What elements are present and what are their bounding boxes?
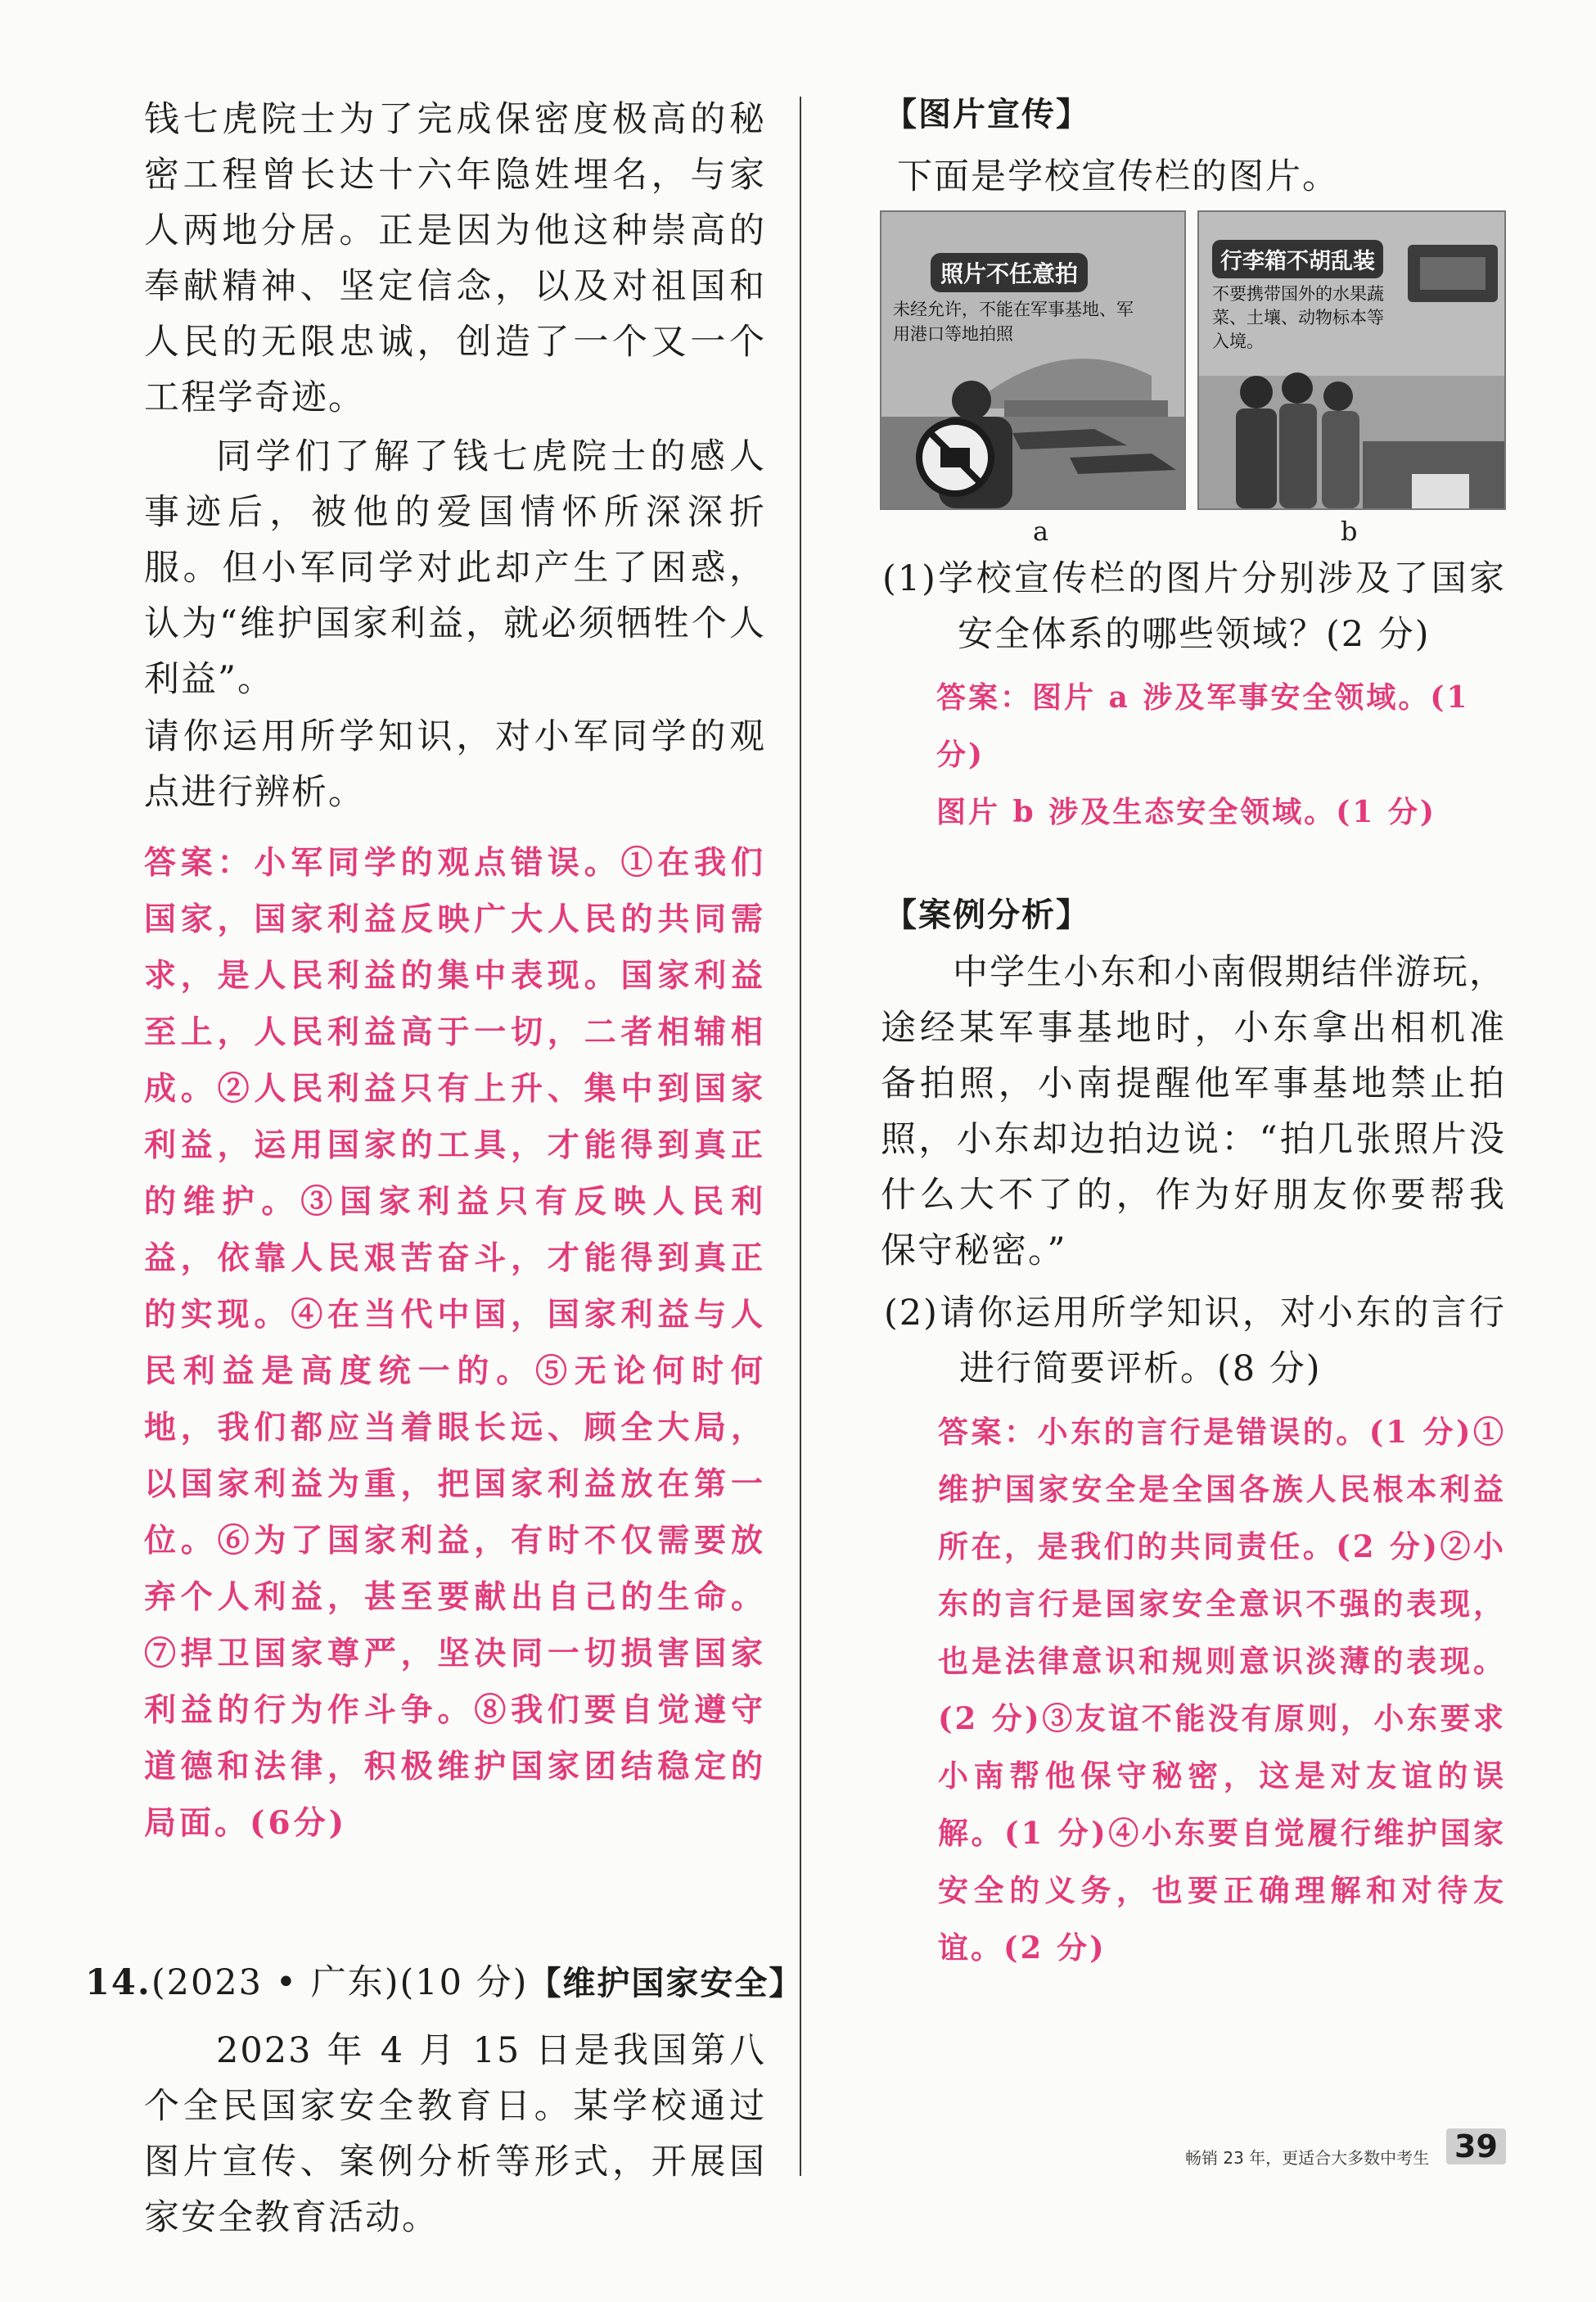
question-paragraph: 请你运用所学知识，对小军同学的观点进行辨析。 bbox=[144, 716, 766, 813]
left-column bbox=[144, 92, 766, 1852]
question-topic: 【维护国家安全】 bbox=[528, 1965, 804, 2002]
poster-b bbox=[1197, 210, 1506, 510]
question-14-body: 2023 年 4 月 15 日是我国第八个全民国家安全教育日。某学校通过图片宣传、案例分析等形式，开展国家安全教育活动。 bbox=[144, 2030, 766, 2238]
section-case-block bbox=[881, 892, 1506, 1976]
poster-b-title: 行李箱不胡乱装 bbox=[1212, 240, 1383, 278]
page-number: 39 bbox=[1446, 2128, 1506, 2164]
case-text: 中学生小东和小南假期结伴游玩，途经某军事基地时，小东拿出相机准备拍照，小南提醒他军事基地禁止拍照，小东却边拍边说：“拍几张照片没什么大不了的，作为好朋友你要帮我保守秘密。” bbox=[881, 952, 1506, 1271]
question-1: (1)学校宣传栏的图片分别涉及了国家安全体系的哪些领域？(2 分) bbox=[882, 558, 1506, 655]
poster-b-text: 不要携带国外的水果蔬菜、土壤、动物标本等入境。 bbox=[1212, 284, 1384, 351]
poster-a bbox=[880, 210, 1186, 510]
section-picture-intro: 下面是学校宣传栏的图片。 bbox=[897, 156, 1339, 197]
poster-b-label: b bbox=[1341, 516, 1358, 547]
poster-a-label: a bbox=[1033, 516, 1049, 547]
poster-a-text: 未经允许，不能在军事基地、军用港口等地拍照 bbox=[893, 300, 1134, 344]
poster-a-title: 照片不任意拍 bbox=[931, 253, 1088, 292]
section-picture-title: 【图片宣传】 bbox=[884, 96, 1090, 133]
answer-1-line2: 图片 b 涉及生态安全领域。(1 分) bbox=[936, 795, 1436, 829]
intro-paragraph: 钱七虎院士为了完成保密度极高的秘密工程曾长达十六年隐姓埋名，与家人两地分居。正是因为他这种崇高的奉献精神、坚定信念，以及对祖国和人民的无限忠诚，创造了一个又一个工程学奇迹。 bbox=[144, 99, 766, 418]
question-14 bbox=[85, 1955, 804, 2246]
question-number: 14. bbox=[85, 1962, 151, 2003]
question-2: (2)请你运用所学知识，对小东的言行进行简要评析。(8 分) bbox=[884, 1293, 1506, 1389]
answer-2: 答案：小东的言行是错误的。(1 分)①维护国家安全是全国各族人民根本利益所在，是我们的共同责任。(2 分)②小东的言行是国家安全意识不强的表现，也是法律意识和规则意识淡薄的表现。(2 分)③友谊不能没有原则，小东要求小南帮他保守秘密，这是对友谊的误解。(1 分)④小东要自觉履行维护国家安全的义务，也要正确理解和对待友谊。(2 分) bbox=[938, 1414, 1506, 1966]
section-case-title: 【案例分析】 bbox=[884, 896, 1090, 934]
footer-tagline: 畅销 23 年，更适合大多数中考生 bbox=[1185, 2148, 1430, 2168]
section-picture-title-block bbox=[884, 92, 1522, 205]
story-paragraph: 同学们了解了钱七虎院士的感人事迹后，被他的爱国情怀所深深折服。但小军同学对此却产生了困惑，认为“维护国家利益，就必须牺牲个人利益”。 bbox=[144, 436, 766, 700]
column-divider bbox=[800, 97, 801, 2176]
question-source: (2023 • 广东)(10 分) bbox=[151, 1962, 529, 2003]
question-1-block bbox=[882, 551, 1506, 841]
answer-paragraph: 答案：小军同学的观点错误。①在我们国家，国家利益反映广大人民的共同需求，是人民利益的集中表现。国家利益至上，人民利益高于一切，二者相辅相成。②人民利益只有上升、集中到国家利益，运用国家的工具，才能得到真正的维护。③国家利益只有反映人民利益，依靠人民艰苦奋斗，才能得到真正的实现。④在当代中国，国家利益与人民利益是高度统一的。⑤无论何时何地，我们都应当着眼长远、顾全大局，以国家利益为重，把国家利益放在第一位。⑥为了国家利益，有时不仅需要放弃个人利益，甚至要献出自己的生命。⑦捍卫国家尊严，坚决同一切损害国家利益的行为作斗争。⑧我们要自觉遵守道德和法律，积极维护国家团结稳定的局面。(6分) bbox=[144, 844, 766, 1842]
answer-1-line1: 答案：图片 a 涉及军事安全领域。(1 分) bbox=[936, 680, 1470, 772]
